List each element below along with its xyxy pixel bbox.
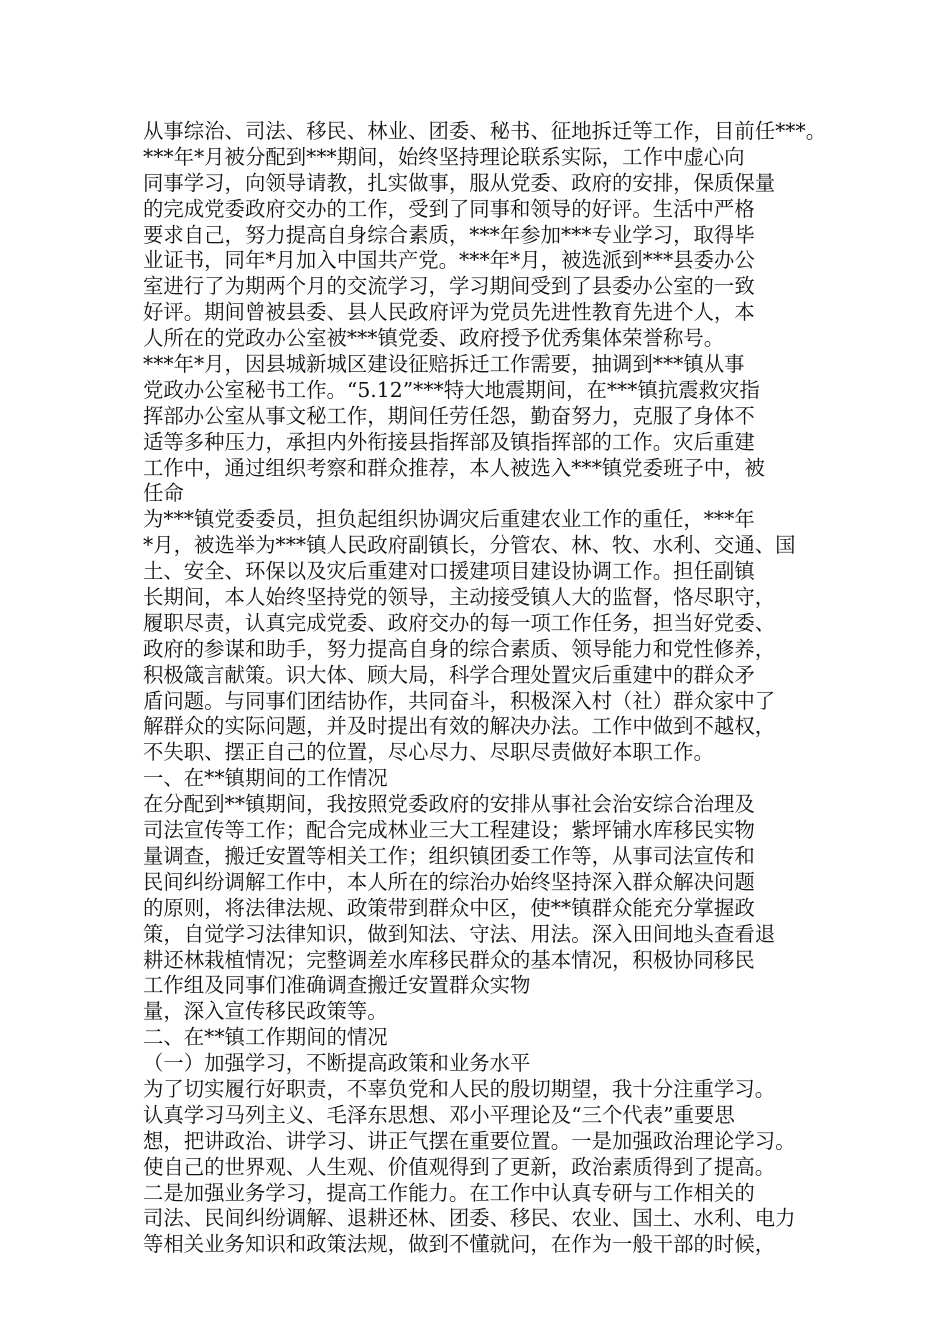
text-line: 的原则，将法律法规、政策带到群众中区，使**镇群众能充分掌握政 <box>143 895 755 920</box>
text-line: 党政办公室秘书工作。“5.12”***特大地震期间，在***镇抗震救灾指 <box>143 377 760 402</box>
text-line: 量，深入宣传移民政策等。 <box>143 999 388 1024</box>
text-line: 在分配到**镇期间，我按照党委政府的安排从事社会治安综合治理及 <box>143 792 755 817</box>
text-line: 要求自己，努力提高自身综合素质，***年参加***专业学习，取得毕 <box>143 222 755 247</box>
text-line: 民间纠纷调解工作中，本人所在的综治办始终坚持深入群众解决问题 <box>143 869 755 894</box>
text-line: 司法、民间纠纷调解、退耕还林、团委、移民、农业、国土、水利、电力 <box>143 1206 796 1231</box>
text-line: 耕还林栽植情况；完整调差水库移民群众的基本情况，积极协同移民 <box>143 947 755 972</box>
subsection-heading: （一）加强学习，不断提高政策和业务水平 <box>143 1051 531 1076</box>
section-heading: 二、在**镇工作期间的情况 <box>143 1025 388 1050</box>
text-line: 同事学习，向领导请教，扎实做事，服从党委、政府的安排，保质保量 <box>143 170 776 195</box>
text-line: 二是加强业务学习，提高工作能力。在工作中认真专研与工作相关的 <box>143 1180 755 1205</box>
text-line: 解群众的实际问题，并及时提出有效的解决办法。工作中做到不越权， <box>143 714 776 739</box>
text-line: 量调查，搬迁安置等相关工作；组织镇团委工作等，从事司法宣传和 <box>143 843 755 868</box>
text-line: 为了切实履行好职责，不辜负党和人民的殷切期望，我十分注重学习。 <box>143 1076 776 1101</box>
text-line: 好评。期间曾被县委、县人民政府评为党员先进性教育先进个人，本 <box>143 300 755 325</box>
text-line: 工作中，通过组织考察和群众推荐，本人被选入***镇党委班子中，被 <box>143 455 765 480</box>
text-line: 积极箴言献策。识大体、顾大局，科学合理处置灾后重建中的群众矛 <box>143 662 755 687</box>
text-line: 挥部办公室从事文秘工作，期间任劳任怨，勤奋努力，克服了身体不 <box>143 403 755 428</box>
text-line: 策，自觉学习法律知识，做到知法、守法、用法。深入田间地头查看退 <box>143 921 776 946</box>
text-line: 想，把讲政治、讲学习、讲正气摆在重要位置。一是加强政治理论学习。 <box>143 1128 796 1153</box>
text-line: 适等多种压力，承担内外衔接县指挥部及镇指挥部的工作。灾后重建 <box>143 429 755 454</box>
text-line: 司法宣传等工作；配合完成林业三大工程建设；紫坪铺水库移民实物 <box>143 818 755 843</box>
text-line: ***年*月被分配到***期间，始终坚持理论联系实际，工作中虚心向 <box>143 144 745 169</box>
text-line: 政府的参谋和助手，努力提高自身的综合素质、领导能力和党性修养， <box>143 636 776 661</box>
text-line: 长期间，本人始终坚持党的领导，主动接受镇人大的监督，恪尽职守， <box>143 585 776 610</box>
text-line: ***年*月，因县城新城区建设征赔拆迁工作需要，抽调到***镇从事 <box>143 352 745 377</box>
text-line: 工作组及同事们准确调查搬迁安置群众实物 <box>143 973 531 998</box>
text-line: 为***镇党委委员，担负起组织协调灾后重建农业工作的重任，***年 <box>143 507 755 532</box>
text-line: 任命 <box>143 481 184 506</box>
text-line: 不失职、摆正自己的位置，尽心尽力、尽职尽责做好本职工作。 <box>143 740 714 765</box>
text-line: 履职尽责，认真完成党委、政府交办的每一项工作任务，担当好党委、 <box>143 610 776 635</box>
document-body <box>143 119 825 1258</box>
text-line: 盾问题。与同事们团结协作，共同奋斗，积极深入村（社）群众家中了 <box>143 688 776 713</box>
text-line: 认真学习马列主义、毛泽东思想、邓小平理论及“三个代表”重要思 <box>143 1102 735 1127</box>
text-line: 从事综治、司法、移民、林业、团委、秘书、征地拆迁等工作，目前任***。 <box>143 119 827 143</box>
text-line: 土、安全、环保以及灾后重建对口援建项目建设协调工作。担任副镇 <box>143 559 755 584</box>
text-line: *月，被选举为***镇人民政府副镇长，分管农、林、牧、水利、交通、国 <box>143 533 796 558</box>
text-line: 的完成党委政府交办的工作，受到了同事和领导的好评。生活中严格 <box>143 196 755 221</box>
text-line: 人所在的党政办公室被***镇党委、政府授予优秀集体荣誉称号。 <box>143 326 725 351</box>
text-line: 室进行了为期两个月的交流学习，学习期间受到了县委办公室的一致 <box>143 274 755 299</box>
text-line: 等相关业务知识和政策法规，做到不懂就问，在作为一般干部的时候， <box>143 1232 776 1257</box>
text-line: 使自己的世界观、人生观、价值观得到了更新，政治素质得到了提高。 <box>143 1154 776 1179</box>
section-heading: 一、在**镇期间的工作情况 <box>143 766 388 791</box>
text-line: 业证书，同年*月加入中国共产党。***年*月，被选派到***县委办公 <box>143 248 755 273</box>
